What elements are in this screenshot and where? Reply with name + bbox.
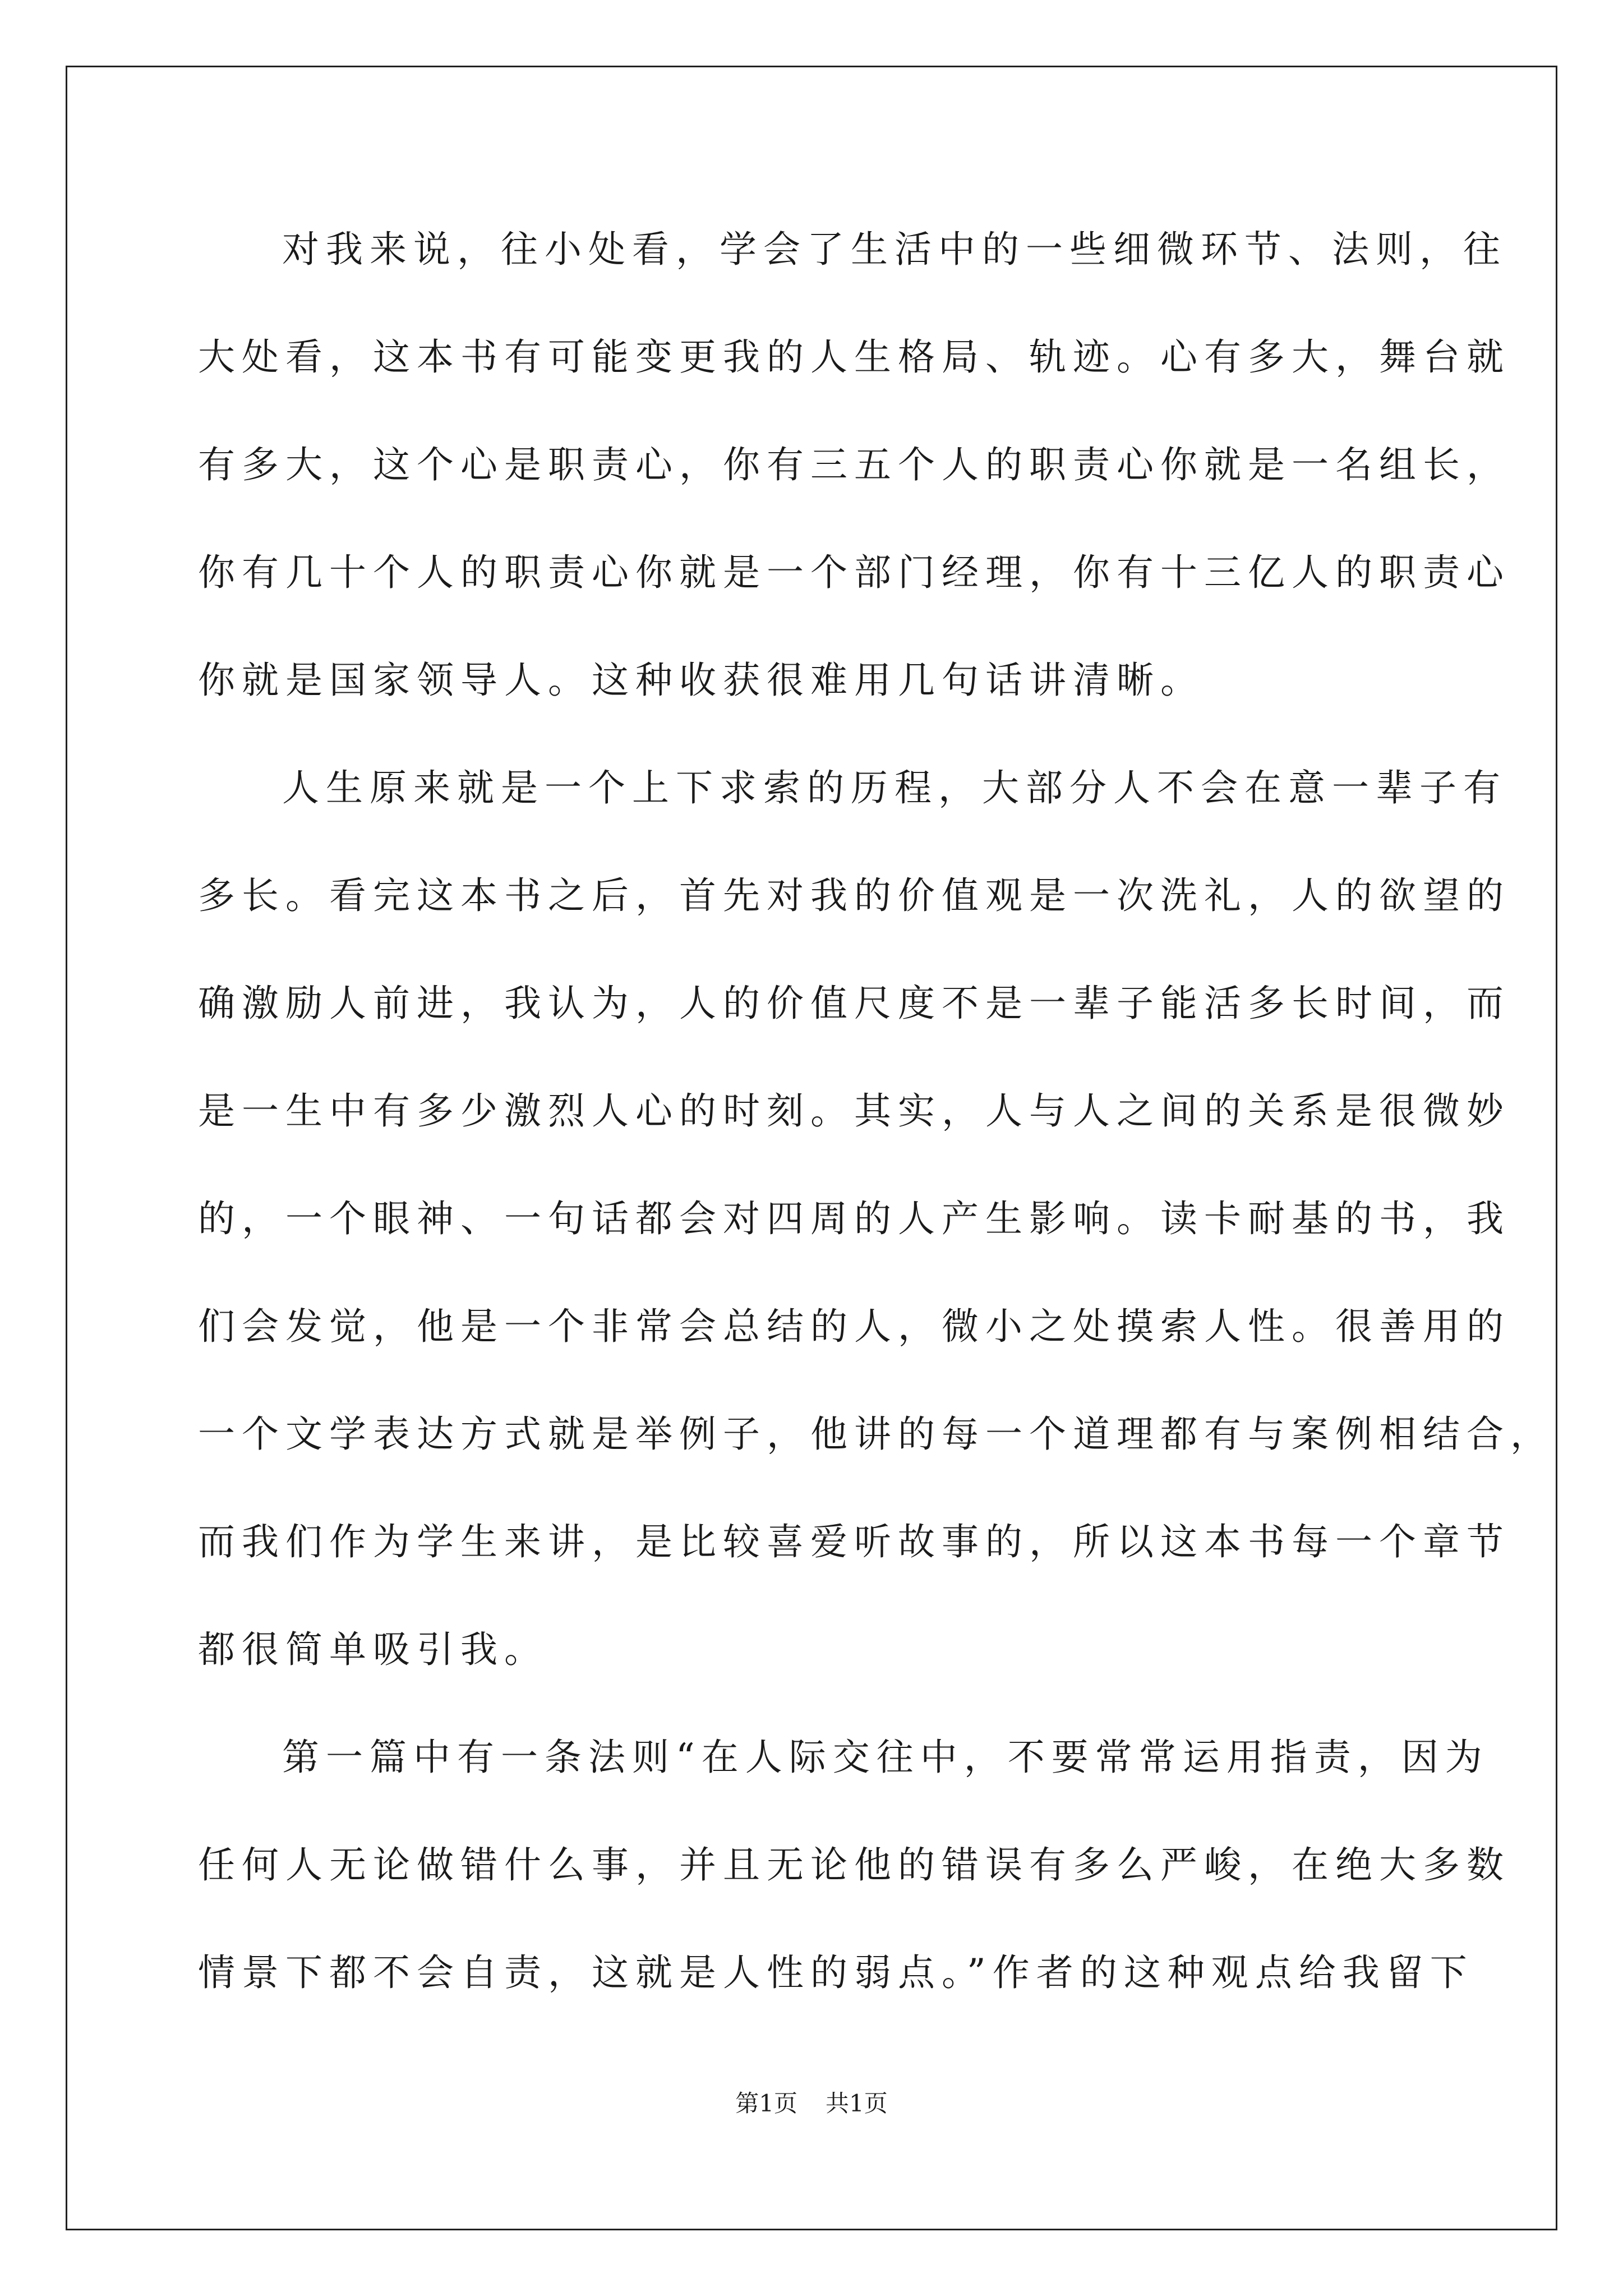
text-line: 你有几十个人的职责心你就是一个部门经理，你有十三亿人的职责心 [198,551,1510,594]
text-line: 人生原来就是一个上下求索的历程，大部分人不会在意一辈子有 [282,766,1507,809]
text-line: 而我们作为学生来讲，是比较喜爱听故事的，所以这本书每一个章节 [198,1520,1510,1563]
text-line: 对我来说，往小处看，学会了生活中的一些细微环节、法则，往 [282,228,1507,271]
text-line: 第一篇中有一条法则“在人际交往中，不要常常运用指责，因为 [282,1736,1489,1779]
text-line: 是一生中有多少激烈人心的时刻。其实，人与人之间的关系是很微妙 [198,1089,1510,1133]
text-line: 确激励人前进，我认为，人的价值尺度不是一辈子能活多长时间，而 [198,982,1510,1025]
text-line: 任何人无论做错什么事，并且无论他的错误有多么严峻，在绝大多数 [198,1843,1510,1887]
page-number-total: 共1页 [826,2090,888,2117]
text-line: 情景下都不会自责，这就是人性的弱点。”作者的这种观点给我留下 [198,1951,1474,1994]
text-line: 都很简单吸引我。 [198,1628,548,1671]
page-footer [0,2090,1623,2118]
page-number-current: 第1页 [735,2090,797,2117]
text-line: 你就是国家领导人。这种收获很难用几句话讲清晰。 [198,659,1204,702]
text-line: 大处看，这本书有可能变更我的人生格局、轨迹。心有多大，舞台就 [198,335,1510,379]
document-body [198,213,1554,2044]
text-line: 一个文学表达方式就是举例子，他讲的每一个道理都有与案例相结合， [198,1412,1554,1456]
text-line: 多长。看完这本书之后，首先对我的价值观是一次洗礼，人的欲望的 [198,874,1510,917]
text-line: 的，一个眼神、一句话都会对四周的人产生影响。读卡耐基的书，我 [198,1197,1510,1240]
text-line: 有多大，这个心是职责心，你有三五个人的职责心你就是一名组长， [198,443,1510,486]
text-line: 们会发觉，他是一个非常会总结的人，微小之处摸索人性。很善用的 [198,1305,1510,1348]
